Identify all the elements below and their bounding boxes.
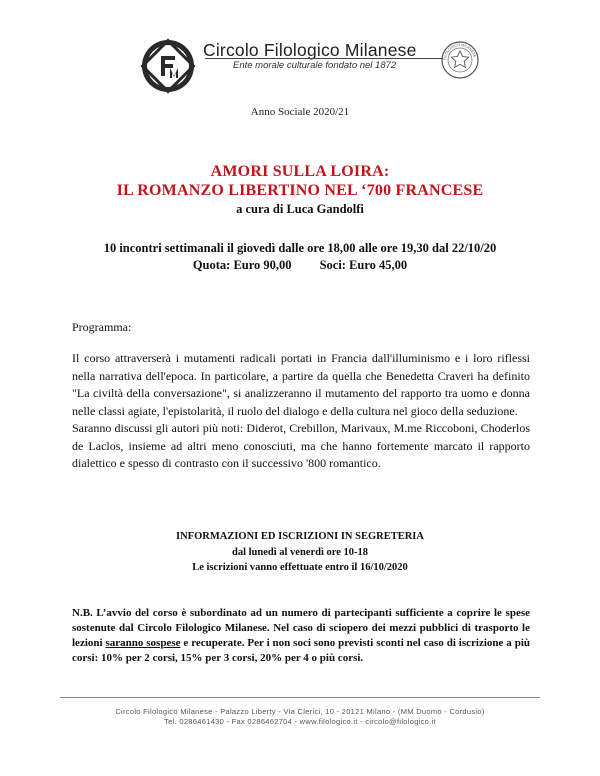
nb-text-part1: N.B. L’avvio del corso è subordinato ad un numero di partecipanti sufficiente a coprire le spese sostenute dal Circolo Filologico Milanese. Nel caso di sciopero dei mezzi pubblici di trasporto le lezioni xyxy=(72,607,530,649)
program-heading: Programma: xyxy=(72,320,132,334)
org-name-underline xyxy=(205,58,443,59)
info-hours: dal lunedì al venerdì ore 10-18 xyxy=(231,546,369,558)
fee-soci: Soci: Euro 45,00 xyxy=(319,258,408,272)
course-title-line2: IL ROMANZO LIBERTINO NEL ‘700 FRANCESE xyxy=(116,182,484,199)
nb-underlined: saranno sospese xyxy=(105,637,181,649)
info-block xyxy=(0,529,600,576)
program-paragraph-2: Saranno discussi gli autori più noti: Diderot, Crebillon, Marivaux, M.me Riccoboni, Choderlos de Laclos, insieme ad altri meno conosciuti, ma che hanno fortemente marcato il rapporto dialettico e spesso di contrasto con il successivo '800 romantico. xyxy=(72,421,530,470)
org-tagline: Ente morale culturale fondato nel 1872 xyxy=(233,60,397,71)
circolo-logo-icon xyxy=(140,38,196,94)
seal-icon xyxy=(440,40,480,80)
info-deadline: Le iscrizioni vanno effettuate entro il 16/10/2020 xyxy=(192,562,408,573)
seal-text: FILOLOGICO MILANESE xyxy=(442,42,477,61)
program-paragraph-1: Il corso attraverserà i mutamenti radicali portati in Francia dall'illuminismo e i loro riflessi nella narrativa dell'epoca. In particolare, a partire da quella che Benedetta Craveri ha definito "La civiltà della conversazione", si analizzeranno il mutamento del rapporto tra uomo e donna nelle classi agiate, l'epistolarità, il ruolo del dialogo e della cultura nel gioco della seduzione. xyxy=(72,351,530,418)
nb-notice xyxy=(72,606,530,666)
course-schedule: 10 incontri settimanali il giovedì dalle ore 18,00 alle ore 19,30 dal 22/10/20 xyxy=(103,241,497,255)
org-name: Circolo Filologico Milanese xyxy=(203,40,417,60)
anno-sociale: Anno Sociale 2020/21 xyxy=(250,106,350,118)
info-heading: INFORMAZIONI ED ISCRIZIONI IN SEGRETERIA xyxy=(176,531,424,542)
fee-line xyxy=(0,258,600,273)
footer-address: Circolo Filologico Milanese - Palazzo Liberty - Via Clerici, 10 - 20121 Milano - (MM Duomo - Cordusio) xyxy=(115,707,485,716)
fee-quota: Quota: Euro 90,00 xyxy=(192,258,292,272)
footer-divider xyxy=(60,697,540,698)
course-title-line1: AMORI SULLA LOIRA: xyxy=(210,163,390,180)
nb-text-part2: e recuperate. Per i non soci sono previsti sconti nel caso di iscrizione a più corsi: 10% per 2 corsi, 15% per 3 corsi, 20% per 4 o più corsi. xyxy=(72,637,531,664)
course-curator: a cura di Luca Gandolfi xyxy=(236,202,364,216)
program-body xyxy=(72,350,530,473)
footer-contacts: Tel. 0286461430 - Fax 0286462704 - www.filologico.it - circolo@filologico.it xyxy=(164,717,436,726)
